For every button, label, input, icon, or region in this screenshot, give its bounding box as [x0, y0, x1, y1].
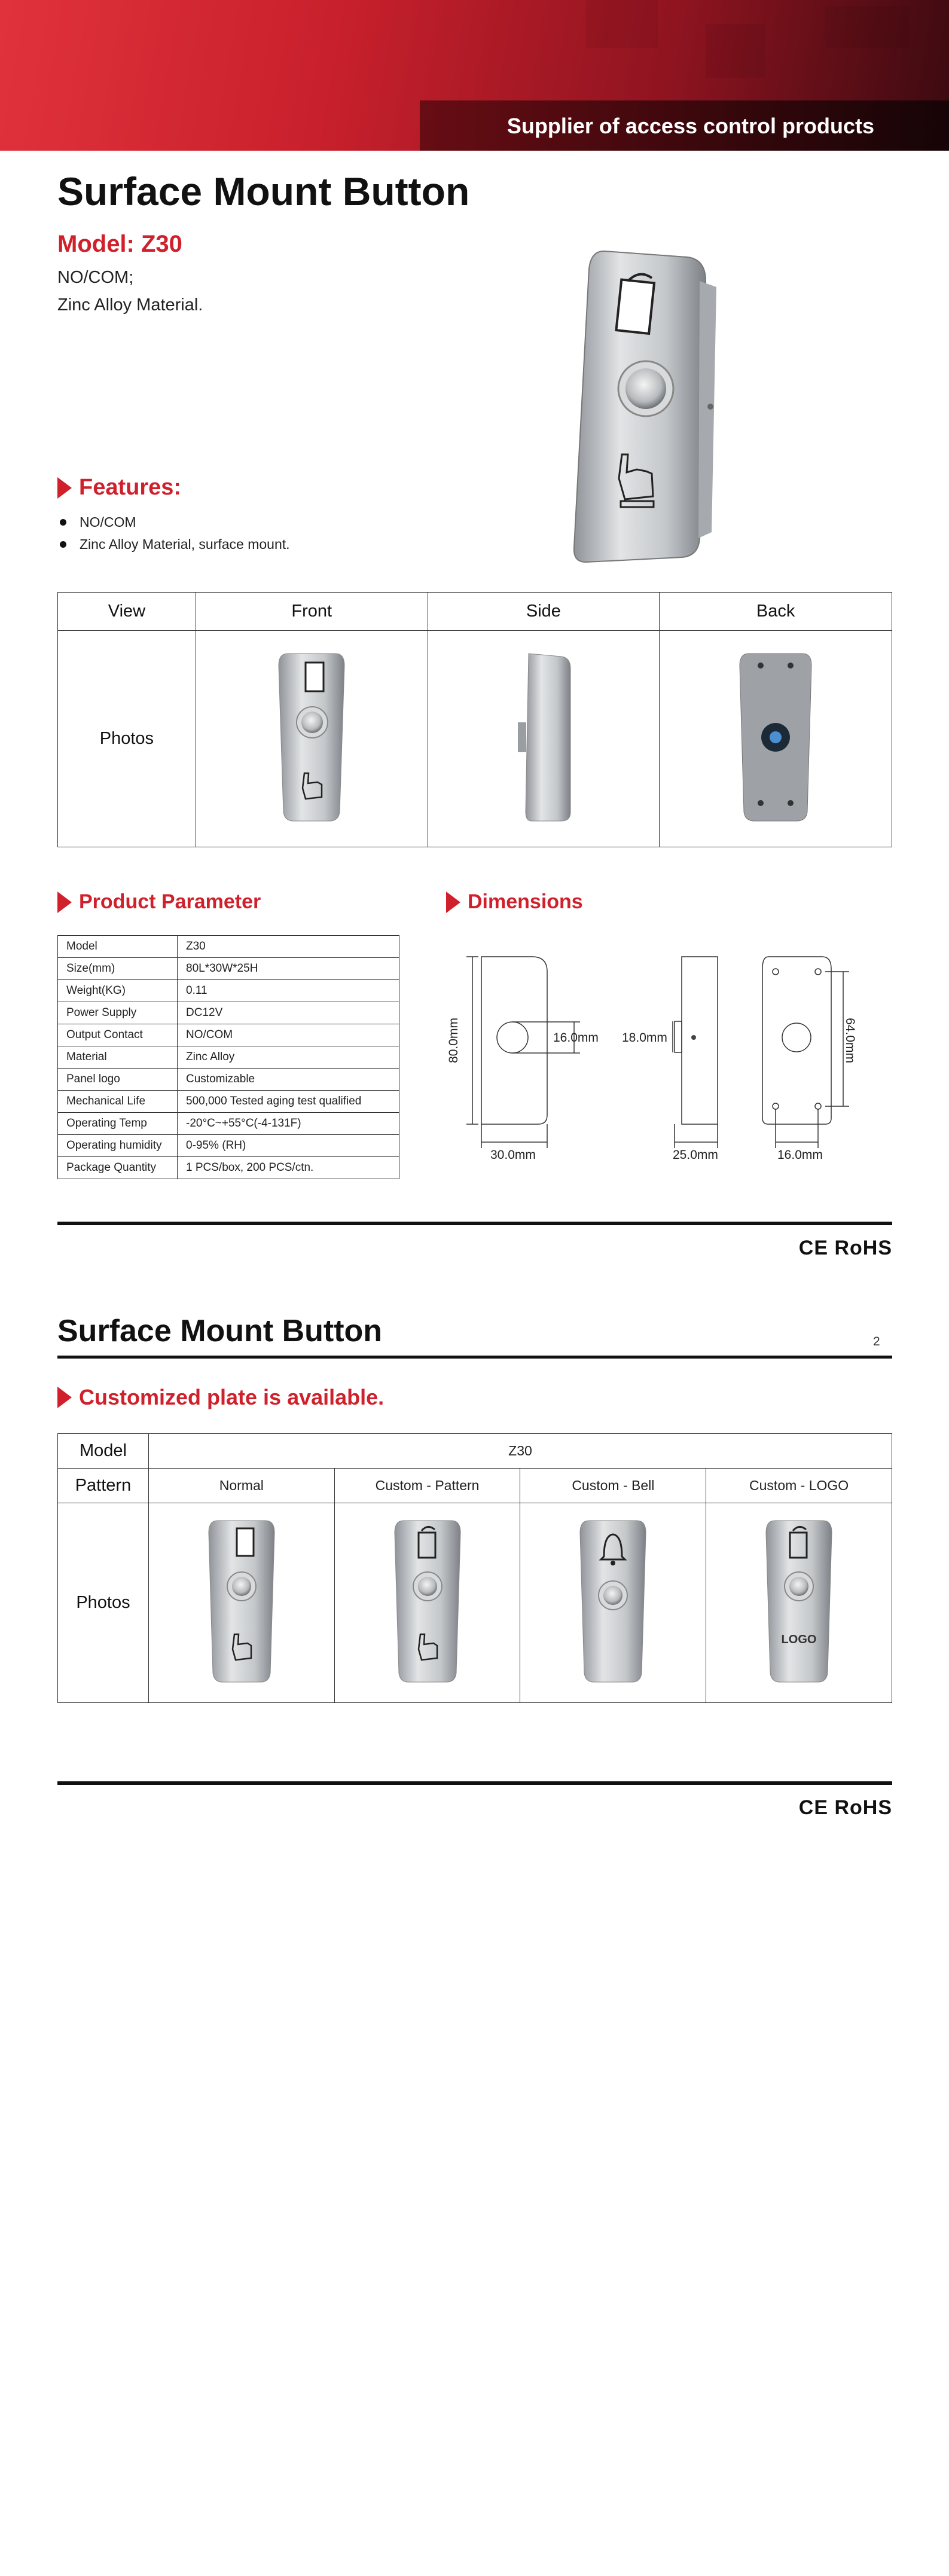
feature-item	[57, 514, 136, 530]
features-title	[57, 475, 181, 500]
feature-text: NO/COM	[80, 514, 136, 530]
banner-tagline: Supplier of access control products	[506, 114, 874, 138]
dimensions-text: Dimensions	[468, 890, 583, 913]
parameter-name: Output Contact	[58, 1024, 178, 1046]
pattern-normal: Normal	[148, 1469, 334, 1503]
divider	[57, 1222, 892, 1225]
normal-plate-image	[206, 1518, 277, 1685]
parameter-value: 80L*30W*25H	[178, 958, 399, 980]
normal-photo-cell	[148, 1503, 334, 1703]
section-arrow-icon	[57, 892, 72, 913]
parameter-name: Mechanical Life	[58, 1091, 178, 1113]
certification-marks: CE RoHS	[798, 1796, 892, 1819]
front-outline	[481, 957, 547, 1124]
side-boss-outline	[675, 1021, 682, 1052]
parameter-name: Size(mm)	[58, 958, 178, 980]
custom-plate-table	[57, 1433, 892, 1703]
banner-pattern	[825, 6, 909, 48]
pattern-plate-image	[392, 1518, 463, 1685]
parameter-name: Package Quantity	[58, 1157, 178, 1179]
parameter-value: Z30	[178, 936, 399, 958]
pattern-photo-cell	[334, 1503, 520, 1703]
customized-subtitle	[57, 1385, 384, 1410]
parameter-value: -20°C~+55°C(-4-131F)	[178, 1113, 399, 1135]
dim-side-hole-label: 18.0mm	[622, 1031, 667, 1045]
side-photo-cell	[428, 631, 660, 847]
parameter-row	[58, 1002, 399, 1024]
parameter-value: DC12V	[178, 1002, 399, 1024]
model-row-value: Z30	[148, 1434, 892, 1469]
photos-row-label: Photos	[58, 1503, 149, 1703]
product-parameter-text: Product Parameter	[79, 890, 261, 913]
page2-title: Surface Mount Button	[57, 1314, 383, 1348]
parameter-name: Material	[58, 1046, 178, 1069]
feature-item	[57, 536, 290, 553]
parameter-row	[58, 1024, 399, 1046]
logo-photo-cell	[706, 1503, 892, 1703]
dim-width-label: 30.0mm	[490, 1148, 536, 1162]
model-label: Model: Z30	[57, 231, 182, 257]
parameter-name: Operating humidity	[58, 1135, 178, 1157]
logo-plate-image	[763, 1518, 835, 1685]
pattern-custom-bell: Custom - Bell	[520, 1469, 706, 1503]
product-hero-image	[562, 245, 724, 568]
parameter-row	[58, 980, 399, 1002]
pattern-row-label: Pattern	[58, 1469, 149, 1503]
parameter-value: 0-95% (RH)	[178, 1135, 399, 1157]
view-header-view: View	[58, 593, 196, 631]
parameter-value: 500,000 Tested aging test qualified	[178, 1091, 399, 1113]
bullet-icon	[60, 519, 66, 526]
dim-back-width-label: 16.0mm	[777, 1148, 823, 1162]
front-hole-outline	[497, 1022, 528, 1053]
section-arrow-icon	[57, 1387, 72, 1408]
parameter-value: NO/COM	[178, 1024, 399, 1046]
header-banner	[0, 0, 949, 151]
dim-height-label: 80.0mm	[447, 1018, 460, 1063]
product-parameter-title	[57, 890, 261, 914]
parameter-row	[58, 1046, 399, 1069]
parameter-table	[57, 935, 399, 1179]
side-outline	[682, 957, 718, 1124]
front-photo-cell	[196, 631, 428, 847]
parameter-row	[58, 1091, 399, 1113]
parameter-value: 0.11	[178, 980, 399, 1002]
spec-line-2: Zinc Alloy Material.	[57, 295, 203, 315]
logo-placeholder-text: LOGO	[781, 1633, 817, 1646]
features-title-text: Features:	[79, 475, 182, 500]
divider	[57, 1781, 892, 1785]
pattern-custom-logo: Custom - LOGO	[706, 1469, 892, 1503]
dimensions-title	[446, 890, 583, 914]
model-row-label: Model	[58, 1434, 149, 1469]
parameter-name: Model	[58, 936, 178, 958]
feature-text: Zinc Alloy Material, surface mount.	[80, 536, 290, 552]
parameter-row	[58, 1113, 399, 1135]
parameter-value: Customizable	[178, 1069, 399, 1091]
parameter-row	[58, 1069, 399, 1091]
page-title: Surface Mount Button	[57, 169, 470, 213]
view-header-side: Side	[428, 593, 660, 631]
parameter-name: Panel logo	[58, 1069, 178, 1091]
dim-hole-label: 16.0mm	[553, 1031, 599, 1045]
view-table	[57, 592, 892, 847]
parameter-row	[58, 1157, 399, 1179]
certification-marks: CE RoHS	[798, 1237, 892, 1259]
side-view-image	[511, 651, 576, 824]
section-arrow-icon	[57, 477, 72, 499]
section-arrow-icon	[446, 892, 460, 913]
pattern-custom-pattern: Custom - Pattern	[334, 1469, 520, 1503]
banner-pattern	[586, 0, 658, 48]
divider	[57, 1356, 892, 1359]
photos-row-label: Photos	[58, 631, 196, 847]
dimensions-drawing	[443, 945, 873, 1172]
view-header-back: Back	[660, 593, 892, 631]
bullet-icon	[60, 541, 66, 548]
banner-pattern	[706, 24, 765, 78]
spec-line-1: NO/COM;	[57, 268, 134, 287]
parameter-row	[58, 958, 399, 980]
view-header-front: Front	[196, 593, 428, 631]
parameter-name: Operating Temp	[58, 1113, 178, 1135]
dim-depth-label: 25.0mm	[673, 1148, 718, 1162]
back-view-image	[737, 651, 814, 824]
parameter-name: Power Supply	[58, 1002, 178, 1024]
parameter-name: Weight(KG)	[58, 980, 178, 1002]
parameter-row	[58, 1135, 399, 1157]
front-view-image	[273, 651, 350, 824]
bell-photo-cell	[520, 1503, 706, 1703]
page-number: 2	[873, 1335, 880, 1348]
parameter-value: 1 PCS/box, 200 PCS/ctn.	[178, 1157, 399, 1179]
back-outline	[762, 957, 831, 1124]
parameter-value: Zinc Alloy	[178, 1046, 399, 1069]
dim-back-span-label: 64.0mm	[843, 1018, 857, 1063]
customized-subtitle-text: Customized plate is available.	[79, 1385, 385, 1409]
bell-plate-image	[577, 1518, 649, 1685]
parameter-row	[58, 936, 399, 958]
back-photo-cell	[660, 631, 892, 847]
